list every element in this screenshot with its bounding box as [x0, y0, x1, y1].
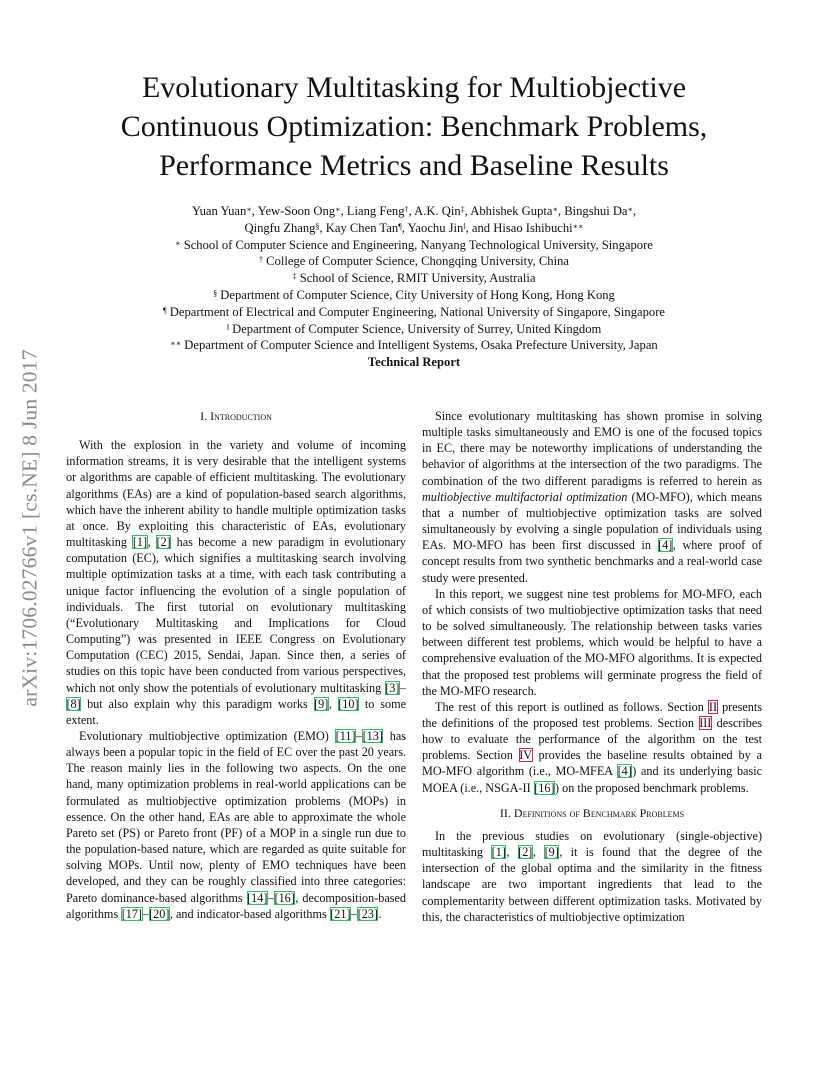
- author-line: Qingfu Zhang§, Kay Chen Tan¶, Yaochu Jin‖, and Hisao Ishibuchi∗∗: [244, 220, 584, 235]
- citation-link[interactable]: [13]: [362, 728, 383, 743]
- affiliation: ‡ School of Science, RMIT University, Australia: [292, 271, 536, 286]
- section-heading-definitions: II. Definitions of Benchmark Problems: [499, 805, 685, 820]
- left-column: [66, 408, 406, 922]
- author-line: Yuan Yuan∗, Yew-Soon Ong∗, Liang Feng†, A.K. Qin‡, Abhishek Gupta∗, Bingshui Da∗,: [191, 204, 637, 218]
- arxiv-stamp-text: arXiv:1706.02766v1 [cs.NE] 8 Jun 2017: [17, 349, 42, 707]
- citation-link[interactable]: [10]: [338, 696, 359, 711]
- citation-link[interactable]: [16]: [534, 780, 555, 795]
- paragraph: Since evolutionary multitasking has shown promise in solving multiple tasks simultaneously and EMO is one of the focused topics in EC, there may be noteworthy implications of understanding the behavior of algorithms at the intersection of the two paradigms. The combination of the two different paradigms is referred to herein as multiobjective multifactorial optimization (MO-MFO), which means that a number of multiobjective optimization tasks are solved simultaneously by evolving a single population of individuals using EAs. MO-MFO has been first discussed in [4], where proof of concept results from two synthetic benchmarks and a real-world case study were presented.: [422, 409, 763, 585]
- paragraph: In this report, we suggest nine test problems for MO-MFO, each of which consists of two multiobjective optimization tasks that need to be solved simultaneously. The relationship between tasks varies between different test problems, which would be helpful to have a comprehensive evaluation of the MO-MFO algorithms. It is expected that the proposed test problems will germinate progress the field of the MO-MFO research.: [422, 586, 762, 698]
- section-link[interactable]: III: [699, 715, 712, 730]
- section-heading-introduction: I. Introduction: [200, 409, 272, 423]
- affiliation: ‖ Department of Computer Science, University of Surrey, United Kingdom: [226, 321, 602, 336]
- citation-link[interactable]: [20]: [149, 906, 170, 921]
- citation-link[interactable]: [4]: [658, 538, 673, 553]
- citation-link[interactable]: [9]: [314, 696, 329, 711]
- author-block: [60, 203, 768, 371]
- paragraph: Evolutionary multiobjective optimization (EMO) [11]–[13] has always been a popular topic in the field of EC over the past 20 years. The reason mainly lies in the following two aspects. On the one hand, many optimization problems in real-world applications can be formulated as multiobjective optimization problems (MOPs) in essence. On the other hand, EAs are able to approximate the whole Pareto set (PS) or Pareto front (PF) of a MOP in a single run due to the population-based nature, which are regarded as quite suitable for solving MOPs. Until now, plenty of EMO techniques have been developed, and they can be roughly classified into three categories: Pareto dominance-based algorithms [14]–[16], decomposition-based algorithms [17]–[20], and indicator-based algorithms [21]–[23].: [66, 728, 406, 921]
- citation-link[interactable]: [3]: [385, 680, 400, 695]
- title-line: Evolutionary Multitasking for Multiobjective: [141, 71, 687, 104]
- affiliation: ¶ Department of Electrical and Computer Engineering, National University of Singapore, Singapore: [163, 304, 665, 319]
- citation-link[interactable]: [9]: [544, 845, 559, 860]
- citation-link[interactable]: [2]: [156, 535, 171, 550]
- right-column: [422, 408, 762, 925]
- citation-link[interactable]: [17]: [121, 906, 142, 921]
- citation-link[interactable]: [8]: [66, 696, 81, 711]
- citation-link[interactable]: [21]: [330, 906, 351, 921]
- affiliation: § Department of Computer Science, City University of Hong Kong, Hong Kong: [213, 287, 615, 302]
- citation-link[interactable]: [4]: [617, 764, 632, 779]
- paragraph: The rest of this report is outlined as follows. Section II presents the definitions of the proposed test problems. Section III describes how to evaluate the performance of the algorithm on the test problems. Section IV provides the baseline results obtained by a MO-MFO algorithm (i.e., MO-MFEA [4]) and its underlying basic MOEA (i.e., NSGA-II [16]) on the proposed benchmark problems.: [422, 699, 763, 795]
- affiliation: † College of Computer Science, Chongqing University, China: [259, 254, 569, 269]
- citation-link[interactable]: [2]: [518, 845, 533, 860]
- citation-link[interactable]: [11]: [335, 728, 356, 743]
- report-label: Technical Report: [367, 355, 461, 370]
- title-line: Continuous Optimization: Benchmark Problems,: [120, 110, 708, 143]
- title-line: Performance Metrics and Baseline Results: [159, 149, 669, 182]
- arxiv-stamp: [10, 298, 50, 758]
- affiliation: ∗∗ Department of Computer Science and Intelligent Systems, Osaka Prefecture University, Japan: [170, 338, 658, 353]
- paper-title: [60, 68, 768, 185]
- citation-link[interactable]: [23]: [357, 906, 378, 921]
- affiliation: ∗ School of Computer Science and Engineering, Nanyang Technological University, Singapore: [175, 237, 653, 252]
- section-link[interactable]: II: [708, 699, 718, 714]
- citation-link[interactable]: [14]: [247, 890, 268, 905]
- paragraph: With the explosion in the variety and volume of incoming information streams, it is very desirable that the intelligent systems or algorithms are capable of efficient multitasking. The evolutionary algorithms (EAs) are a kind of population-based search algorithms, which have the inherent ability to handle multiple optimization tasks at once. By exploiting this characteristic of EAs, evolutionary multitasking [1], [2] has become a new paradigm in evolutionary computation (EC), which signifies a multitasking search involving multiple optimization tasks at a time, with each task contributing a unique factor influencing the evolution of a single population of individuals. The first tutorial on evolutionary multitasking (“Evolutionary Multitasking and Implications for Cloud Computing”) was presented in IEEE Congress on Evolutionary Computation (CEC) 2015, Sendai, Japan. Since then, a series of studies on this topic have been conducted from various perspectives, which not only show the potentials of evolutionary multitasking [3]–[8] but also explain why this paradigm works [9], [10] to some extent.: [66, 438, 406, 727]
- citation-link[interactable]: [1]: [132, 535, 148, 550]
- section-link[interactable]: IV: [519, 748, 533, 763]
- citation-link[interactable]: [1]: [491, 845, 506, 860]
- citation-link[interactable]: [16]: [274, 890, 295, 905]
- paragraph: In the previous studies on evolutionary (single-objective) multitasking [1], [2], [9], it is found that the degree of the intersection of the global optima and the similarity in the fitness landscape are two important ingredients that lead to the complementarity between different optimization tasks. Motivated by this, the characteristics of multiobjective optimization: [422, 828, 763, 924]
